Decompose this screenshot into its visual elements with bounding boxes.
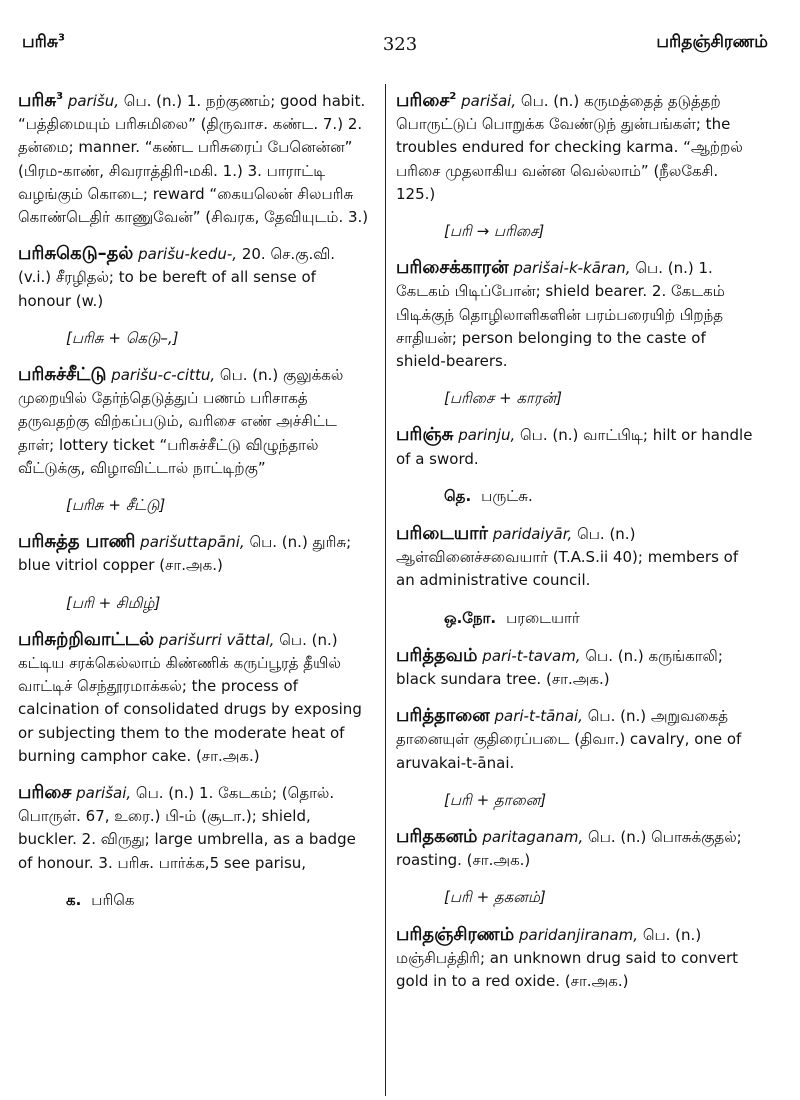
dictionary-entry (18, 530, 370, 615)
entry-transliteration: parišai, (76, 784, 132, 803)
entry-transliteration: parišu-c-cittu, (111, 366, 216, 385)
entry-definition: பெ. (n.) கட்டிய சரக்கெல்லாம் கிண்ணிக் கருப்பூரத் தீயில் வாட்டிச் செந்தூரமாக்கல்; the process of calcination of consolidated drugs by exposing or subjecting them to the moderate heat of burning camphor cake. (சா.அக.) (18, 630, 362, 765)
dictionary-entry (18, 85, 370, 229)
dictionary-entry (396, 85, 753, 243)
entry-etymology: [பரிசு + சீட்டு] (66, 496, 166, 515)
entry-headword: பரிஞ்சு (396, 424, 454, 446)
header-right-guide-word: பரிதஞ்சிரணம் (656, 32, 768, 52)
entry-etymology: [பரி + தானை] (444, 790, 547, 809)
entry-definition: பெ. (n.) துரிசு; blue vitriol copper (சா.அக.) (18, 533, 352, 575)
dictionary-entry (396, 644, 753, 691)
dictionary-entry (18, 242, 370, 350)
entry-definition: பெ. (n.) பொசுக்குதல்; roasting. (சா.அக.) (396, 828, 742, 870)
left-column (18, 85, 370, 926)
dictionary-entry (396, 704, 753, 812)
dictionary-entry (396, 923, 753, 994)
entry-transliteration: parišurri vāttal, (158, 630, 275, 649)
entry-definition: பெ. (n.) வாட்பிடி; hilt or handle of a sword. (396, 426, 753, 468)
entry-headword: பரிதகனம் (396, 826, 478, 848)
entry-definition: பெ. (n.) மஞ்சிபத்திரி; an unknown drug said to convert gold in to a red oxide. (சா.அக.) (396, 925, 739, 991)
entry-etymology: [பரி + சிமிழ்] (66, 593, 161, 612)
entry-etymology: [பரிசு + கெடு–,] (66, 328, 179, 347)
entry-transliteration: parišai, (461, 92, 517, 110)
entry-transliteration: parišuttapāni, (140, 533, 245, 552)
running-header (0, 0, 800, 60)
entry-headword: பரிசுத்த பாணி (18, 531, 136, 553)
column-divider (385, 84, 386, 1096)
entry-cognate: தெ. பருட்சு. (444, 486, 533, 505)
entry-definition: பெ. (n.) 1. கேடகம் பிடிப்போன்; shield bearer. 2. கேடகம் பிடிக்குந் தொழிலாளிகளின் பரம்பரையிற் பிறந்த சாதியன்; person belonging to the caste of shield-bearers. (396, 259, 725, 371)
entry-definition: பெ. (n.) குலுக்கல் முறையில் தேர்ந்தெடுத்துப் பணம் பரிசாகத் தருவதற்கு விற்கப்படும், வரிசை எண் அச்சிட்ட தாள்; lottery ticket “பரிசுச்சீட்டு விழுந்தால் வீட்டுக்கு, விழாவிட்டால் நாட்டிற்கு” (18, 366, 344, 477)
entry-headword: பரிசு$^3$ (18, 90, 64, 111)
entry-cognate: க. பரிகெ (66, 890, 135, 909)
dictionary-entry (18, 363, 370, 517)
entry-headword: பரிசுற்றிவாட்டல் (18, 628, 155, 650)
entry-transliteration: parišu-kedu-, (138, 245, 238, 264)
page-number: 323 (382, 34, 418, 55)
header-left-guide-word: பரிசு$^3$ (22, 32, 65, 52)
entry-headword: பரிசைக்காரன் (396, 257, 509, 279)
entry-headword: பரிசுச்சீட்டு (18, 364, 107, 386)
entry-transliteration: paridanjiranam, (518, 925, 639, 944)
entry-headword: பரிதஞ்சிரணம் (396, 923, 515, 945)
entry-cognate: ஒ.நோ. பரடையார் (444, 608, 580, 627)
entry-headword: பரிசை$^2$ (396, 90, 457, 111)
entry-etymology: [பரி + தகனம்] (444, 888, 546, 907)
entry-headword: பரித்தவம் (396, 644, 478, 666)
dictionary-entry (396, 825, 753, 910)
entry-definition: பெ. (n.) கருங்காலி; black sundara tree. (சா.அக.) (396, 646, 723, 689)
entry-transliteration: parišu, (67, 92, 119, 110)
dictionary-entry (396, 522, 753, 630)
entry-headword: பரிசை (18, 782, 72, 804)
entry-definition: பெ. (n.) 1. நற்குணம்; good habit. “பத்திமையும் பரிசுமிலை” (திருவாச. கண்ட. 7.) 2. தன்மை; manner. “கண்ட பரிசுரைப் பேனென்ன” (பிரம-காண், சிவராத்திரி-மகி. 1.) 3. பாராட்டி வழங்கும் கொடை; reward “கையலென் சிலபரிசு கொண்டெதிர் காணுவேன்” (சிவரக, தேவியுடம். 3.) (18, 92, 369, 227)
entry-transliteration: parišai-k-kāran, (513, 259, 631, 278)
entry-headword: பரிசுகெடு–தல் (18, 243, 134, 265)
entry-headword: பரித்தானை (396, 705, 490, 727)
entry-definition: பெ. (n.) அறுவகைத் தானையுள் குதிரைப்படை (திவா.) cavalry, one of aruvakai-t-ānai. (396, 707, 742, 772)
dictionary-entry (18, 628, 370, 768)
entry-definition: பெ. (n.) ஆள்வினைச்சவையார் (T.A.S.ii 40); members of an administrative council. (396, 525, 739, 590)
entry-transliteration: parinju, (458, 426, 516, 445)
right-column (396, 85, 753, 1006)
entry-etymology: [பரி → பரிசை] (444, 222, 545, 241)
entry-definition: பெ. (n.) 1. கேடகம்; (தொல். பொருள். 67, உரை.) பி-ம் (சூடா.); shield, buckler. 2. விருது; large umbrella, as a badge of honour. 3. பரிசு. பார்க்க,5 see parisu, (18, 784, 356, 872)
dictionary-entry (396, 423, 753, 508)
entry-transliteration: pari-t-tavam, (482, 646, 581, 665)
dictionary-entry (396, 256, 753, 410)
entry-transliteration: pari-t-tānai, (494, 707, 583, 726)
entry-headword: பரிடையார் (396, 523, 488, 545)
entry-definition: 20. செ.கு.வி. (v.i.) சீரழிதல்; to be bereft of all sense of honour (w.) (18, 245, 336, 310)
entry-transliteration: paridaiyār, (492, 525, 573, 544)
entry-transliteration: paritaganam, (482, 828, 584, 847)
dictionary-entry (18, 781, 370, 912)
entry-definition: பெ. (n.) கருமத்தைத் தடுத்தற் பொருட்டுப் பொறுக்க வேண்டுந் துன்பங்கள்; the troubles endured for checking karma. “ஆற்றல் பரிசை முதலாகிய வன்ன வெல்லாம்” (நீலகேசி. 125.) (396, 92, 743, 203)
entry-etymology: [பரிசை + காரன்] (444, 389, 562, 408)
